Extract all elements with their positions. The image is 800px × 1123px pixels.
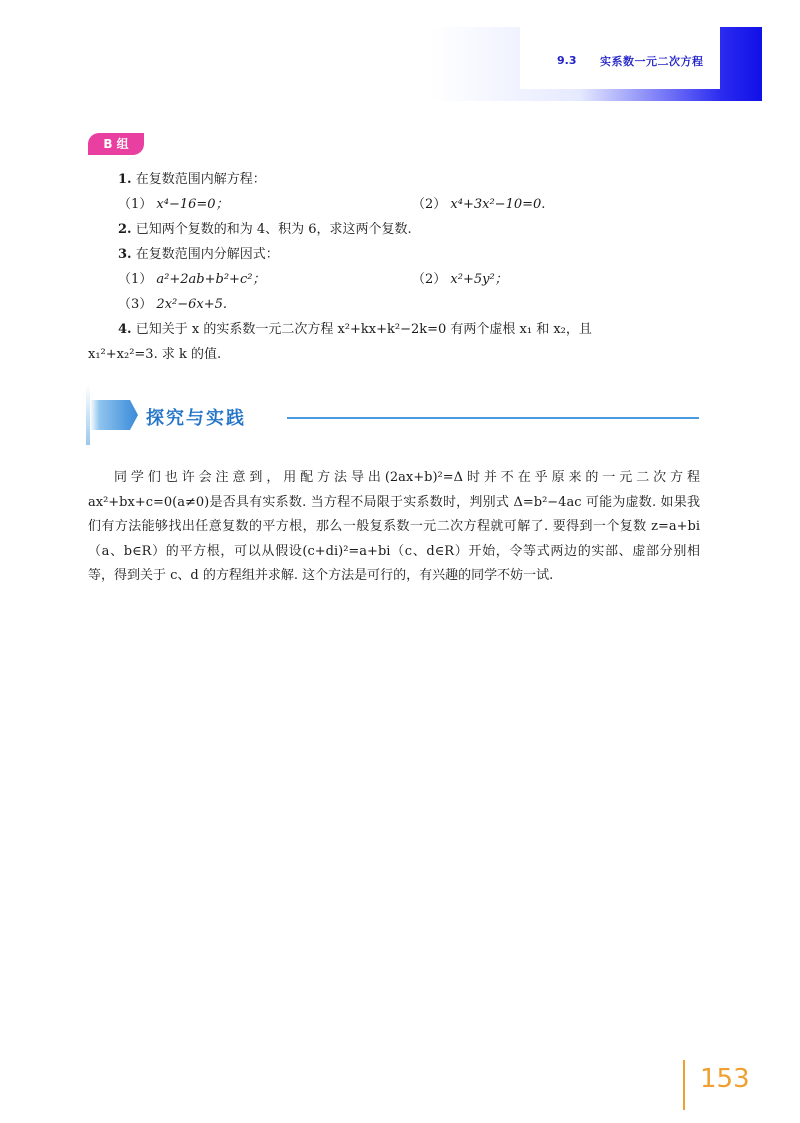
part-label: （2）: [412, 197, 447, 212]
problem-3-part-1: [118, 270, 265, 290]
problem-text: 在复数范围内分解因式：: [135, 247, 279, 262]
group-badge: B 组: [88, 133, 144, 155]
expression: x²+5y²；: [450, 272, 508, 287]
equation: x⁴+3x²−10=0.: [450, 197, 546, 212]
explore-rule: [287, 417, 699, 419]
problem-3-part-2: [412, 270, 508, 290]
page-number-rule: [683, 1060, 685, 1110]
problem-number: 1.: [118, 172, 132, 187]
problem-1: [118, 170, 266, 190]
problem-3: [118, 245, 279, 265]
problem-text: 已知关于 x 的实系数一元二次方程 x²+kx+k²−2k=0 有两个虚根 x₁ 和 x₂，且: [135, 322, 592, 337]
explore-title: 探究与实践: [146, 408, 246, 429]
problem-4: [118, 320, 592, 340]
problem-text: x₁²+x₂²=3. 求 k 的值.: [88, 347, 222, 362]
problem-3-part-3: [118, 295, 227, 315]
problem-number: 3.: [118, 247, 132, 262]
equation: x⁴−16=0；: [156, 197, 229, 212]
problem-number: 2.: [118, 222, 132, 237]
part-label: （1）: [118, 272, 153, 287]
problem-2: [118, 220, 412, 240]
problem-text: 在复数范围内解方程：: [135, 172, 266, 187]
problem-1-part-1: [118, 195, 229, 215]
expression: 2x²−6x+5.: [156, 297, 228, 312]
problem-number: 4.: [118, 322, 132, 337]
problem-text: 已知两个复数的和为 4、积为 6，求这两个复数.: [135, 222, 412, 237]
part-label: （2）: [412, 272, 447, 287]
problem-1-part-2: [412, 195, 545, 215]
page-number: 153: [700, 1064, 750, 1094]
problem-4-continued: [88, 345, 221, 365]
section-title: 实系数一元二次方程: [600, 55, 704, 68]
explore-paragraph: 同学们也许会注意到，用配方法导出(2ax+b)²=Δ时并不在乎原来的一元二次方程 ax²+bx+c=0(a≠0)是否具有实系数. 当方程不局限于实系数时，判别式 Δ=b²−4ac 可能为虚数. 如果我们有方法能够找出任意复数的平方根，那么一般复系数一元二次方程就可解了. 要得到一个复数 z=a+bi（a、b∈R）的平方根，可以从假设(c+di)²=a+bi（c、d∈R）开始，令等式两边的实部、虚部分别相等，得到关于 c、d 的方程组并求解. 这个方法是可行的，有兴趣的同学不妨一试.: [88, 470, 700, 584]
section-number: 9.3: [557, 54, 577, 67]
part-label: （1）: [118, 197, 153, 212]
part-label: （3）: [118, 297, 153, 312]
expression: a²+2ab+b²+c²；: [156, 272, 266, 287]
